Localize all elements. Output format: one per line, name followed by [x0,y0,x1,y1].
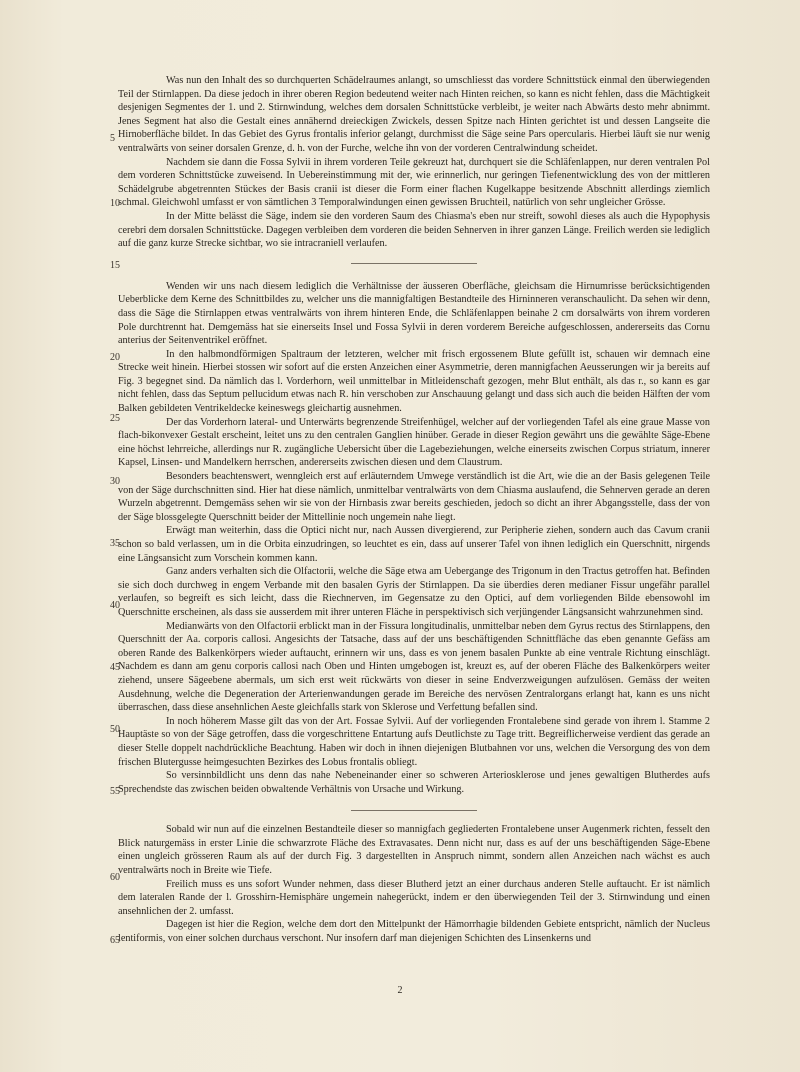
line-number: 60 [110,872,120,883]
paragraph: Der das Vorderhorn lateral- und Unterwärts begrenzende Streifenhügel, welcher auf der vorliegenden Tafel als eine graue Masse von flach-bikonvexer Gestalt erscheint, leitet uns zu den centralen Ganglien hinüber. Gerade in dieser Region gewährt uns die gewählte Säge-Ebene eine höchst lehrreiche, allerdings nur R. zugängliche Uebersicht über die Lagebeziehungen, welche einerseits zwischen Corpus striatum, innerer Kapsel, Linsen- und Mandelkern herrschen, andererseits zwischen diesen und dem Claustrum. [118,416,710,469]
line-number: 25 [110,413,120,424]
line-number: 35 [110,538,120,549]
line-number: 65 [110,935,120,946]
paragraph: In den halbmondförmigen Spaltraum der letzteren, welcher mit frisch ergossenem Blute gefüllt ist, schauen wir demnach eine Strecke weit hinein. Hierbei stossen wir sofort auf die ersten Anzeichen einer Asymmetrie, deren mannigfachen Aeusserungen wir ja bereits auf Fig. 3 begegnet sind. Da nämlich das l. Vorderhorn, weil unmittelbar in Mitleidenschaft gezogen, mehr Blut enthält, als das r., so kann es gar nicht fehlen, dass das Septum pellucidum etwas nach R. hin verschoben zur Anschauung gelangt und dass sich auch die beiden Hälften der vom Balken gebildeten Ventrikeldecke keineswegs gleichartig ausnehmen. [118,348,710,415]
paragraph: Besonders beachtenswert, wenngleich erst auf erläuterndem Umwege verständlich ist die Art, wie die an der Basis gelegenen Teile von der Säge durchschnitten sind. Hier hat diese nämlich, unmittelbar ventralwärts von dem Chiasma auslaufend, die Sehnerven gerade an deren Wurzeln abgetrennt. Demgemäss sehen wir sie von der Hirnbasis zwar bereits geschieden, jedoch so dicht an ihrer Abgangsstelle, dass der von der Säge blossgelegte Querschnitt beider der Mittellinie noch ungemein nahe liegt. [118,471,710,523]
line-number: 20 [110,352,120,363]
line-number: 55 [110,786,120,797]
section-divider [351,263,477,264]
paragraph: Nachdem sie dann die Fossa Sylvii in ihrem vorderen Teile gekreuzt hat, durchquert sie die Schläfenlappen, nur deren ventralen Pol dem vorderen Schnittstücke zuweisend. In Uebereinstimmung mit der, wie erinnerlich, nur geringen Tiefenentwicklung des von der mittleren Schädelgrube abgetrennten Stückes der Basis cranii ist dieser die Form einer flachen Kugelkappe besitzende Abschnitt allerdings ziemlich schmal. Gleichwohl umfasst er von sämtlichen 3 Temporalwindungen einen gewissen Bruchteil, natürlich von sehr ungleicher Grösse. [118,156,710,209]
paragraph: Ganz anders verhalten sich die Olfactorii, welche die Säge etwa am Uebergange des Trigonum in den Tractus getroffen hat. Befinden sie sich doch durchweg in engem Verbande mit den basalen Gyris der Stirnlappen. Da sie überdies deren medianer Fissur ungefähr parallel verlaufen, so begreift es sich leicht, dass die Riechnerven, im Gegensatze zu den Optici, auf dem vorliegenden Bilde ebensowohl im Querschnitte erscheinen, als dass sie ausserdem mit ihrer unteren Fläche in perspektivisch sich verjüngender Längsansicht wahrzunehmen sind. [118,566,710,618]
paragraph: Wenden wir uns nach diesem lediglich die Verhältnisse der äusseren Oberfläche, gleichsam die Hirnumrisse berücksichtigenden Ueberblicke dem Kerne des Schnittbildes zu, welcher uns die mannigfaltigen Bestandteile des Hirninneren veranschaulicht. Da sehen wir denn, dass die Säge die Stirnlappen etwas ventralwärts von ihrem hinteren Ende, die Schläfenlappen beinahe 2 cm dorsalwärts von ihrem vorderen Pole durchtrennt hat. Demgemäss hat sie einerseits Insel und Fossa Sylvii in deren vorderem Bereiche aufgeschlossen, andererseits das Cornu anterius der Seitenventrikel eröffnet. [118,280,710,347]
paragraph: So versinnbildlicht uns denn das nahe Nebeneinander einer so schweren Arteriosklerose und jenes gewaltigen Blutherdes aufs Sprechendste das zwischen beiden obwaltende Verhältnis von Ursache und Wirkung. [118,770,710,795]
paragraph: Medianwärts von den Olfactorii erblickt man in der Fissura longitudinalis, unmittelbar neben dem Gyrus rectus des Stirnlappens, den Querschnitt der Aa. corporis callosi. Angesichts der Tatsache, dass auf der uns beschäftigenden Schnittfläche das eben genannte Gefäss am oberen Rande des Balkenkörpers wieder auftaucht, erinnern wir uns, dass es von jenem basalen Punkte ab eine ventrale Richtung einschlägt. Nachdem es dann am genu corporis callosi nach Oben und Hinten umgebogen ist, kreuzt es, auf der oberen Fläche des Balkenkörpers weiter ziehend, unsere Sägeebene abermals, um sich erst weit rückwärts von dieser in seine Endverzweigungen aufzulösen. Gemäss der weiten Ausdehnung, welche die Degeneration der Arterienwandungen gerade im Bereiche des nervösen Zentralorgans erlangt hat, kann es uns nicht überraschen, dass diese ansehnlichen Aeste gleichfalls stark von Sklerose und Verfettung befallen sind. [118,620,710,714]
page-number: 2 [397,985,403,996]
line-number: 5 [110,133,115,144]
line-number: 10 [110,198,120,209]
line-number: 30 [110,476,120,487]
paragraph: Was nun den Inhalt des so durchquerten Schädelraumes anlangt, so umschliesst das vordere Schnittstück einmal den überwiegenden Teil der Stirnlappen. Da diese jedoch in ihrer oberen Region bedeutend weiter nach Hinten reichen, so kann es nicht fehlen, dass die Mächtigkeit desjenigen Segmentes der 1. und 2. Stirnwindung, welches dem dorsalen Schnittstücke verbleibt, je weiter nach Abwärts desto mehr abnimmt. Jenes Segment hat also die Gestalt eines annähernd dreieckigen Zwickels, dessen Spitze nach Hinten gerichtet ist und dessen Langseite die Hirnoberfläche bildet. In das Gebiet des Gyrus frontalis inferior gelangt, durchmisst die Säge seine Pars opercularis. Hierbei läuft sie nur wenig ventralwärts von seiner dorsalen Grenze, d. h. von der Furche, welche ihn von der vorderen Centralwindung scheidet. [118,75,710,154]
body-text [118,74,710,946]
line-number: 50 [110,724,120,735]
line-number: 15 [110,260,120,271]
paragraph: In noch höherem Masse gilt das von der Art. Fossae Sylvii. Auf der vorliegenden Frontalebene sind gerade von ihrem l. Stamme 2 Hauptäste so von der Säge getroffen, dass die vorgeschrittene Entartung aufs Deutlichste zu Tage tritt. Begreiflicherweise verdient das gerade an dieser Stelle doppelt nachdrückliche Beachtung. Haben wir doch in ihnen diejenigen Blutbahnen vor uns, welchen die Versorgung des von dem frischen Blutergusse heimgesuchten Bezirkes des Lobus frontalis obliegt. [118,715,710,768]
paragraph: Freilich muss es uns sofort Wunder nehmen, dass dieser Blutherd jetzt an einer durchaus anderen Stelle auftaucht. Er ist nämlich dem lateralen Rande der l. Grosshirn-Hemisphäre ungemein nahegerückt, indem er den überwiegenden Teil der 3. Stirnwindung und einen ansehnlichen der 2. umfasst. [118,878,710,917]
line-number: 40 [110,600,120,611]
paragraph: In der Mitte belässt die Säge, indem sie den vorderen Saum des Chiasma's eben nur streift, sowohl dieses als auch die Hypophysis cerebri dem dorsalen Schnittstücke. Dagegen verbleiben dem vorderen die beiden Sehnerven in ihrer ganzen Länge. Freilich werden sie lediglich auf die ganz kurze Strecke sichtbar, wo sie intracraniell verlaufen. [118,210,710,250]
paragraph: Sobald wir nun auf die einzelnen Bestandteile dieser so mannigfach gegliederten Frontalebene unser Augenmerk richten, fesselt den Blick naturgemäss in erster Linie die schwarzrote Fläche des Extravasates. Denn nicht nur, dass es auf der uns beschäftigenden Säge-Ebene einen ungleich grösseren Raum als auf der durch Fig. 3 dargestellten in Anspruch nimmt, sondern allen Anzeichen nach wächst es auch ventralwärts noch in Breite wie Tiefe. [118,824,710,877]
paragraph: Dagegen ist hier die Region, welche dem dort den Mittelpunkt der Hämorrhagie bildenden Gebiete entspricht, nämlich der Nucleus lentiformis, von einer solchen durchaus verschont. Nur insofern darf man diejenigen Schichten des Linsenkerns und [118,919,710,945]
paragraph: Erwägt man weiterhin, dass die Optici nicht nur, nach Aussen divergierend, zur Peripherie ziehen, sondern auch das Cavum cranii schon so bald verlassen, um in die Orbita einzudringen, so leuchtet es ein, dass auf unserer Tafel von ihnen lediglich ein Querschnitt, nirgends eine Längsansicht zum Vorschein kommen kann. [118,525,710,564]
section-divider [351,810,477,811]
line-number: 45 [110,662,120,673]
